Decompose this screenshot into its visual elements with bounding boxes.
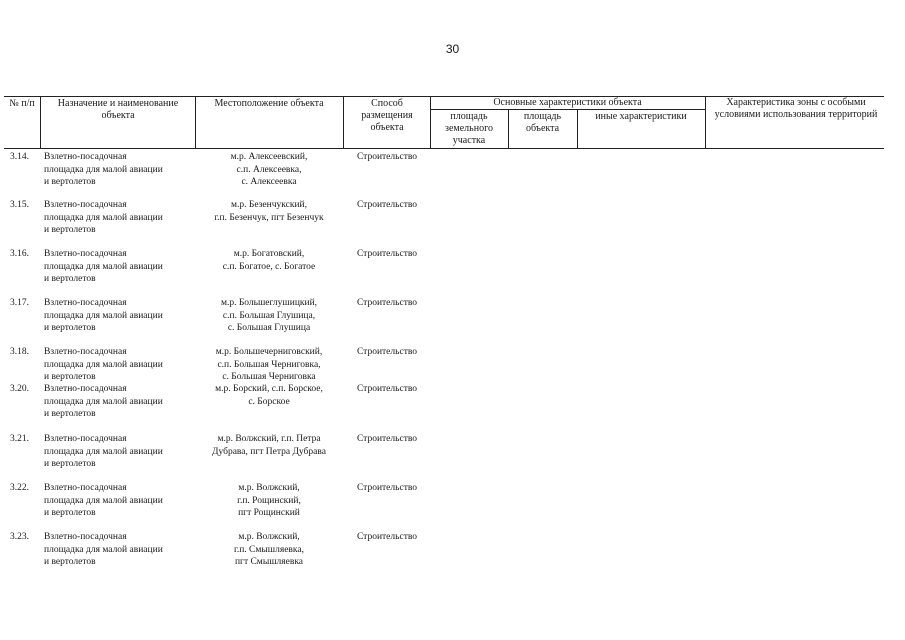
row-number: 3.23. [10,532,29,542]
row-name: Взлетно-посадочная площадка для малой авиации и вертолетов [44,483,163,518]
row-location: м.р. Богатовский, с.п. Богатое, с. Богатое [222,249,316,272]
row-location: м.р. Безенчукский, г.п. Безенчук, пгт Безенчук [214,200,324,223]
row-location: м.р. Борский, с.п. Борское, с. Борское [215,384,323,407]
row-number: 3.22. [10,483,29,493]
row-method: Строительство [356,532,418,542]
row-name: Взлетно-посадочная площадка для малой авиации и вертолетов [44,298,163,333]
header-col-num: № п/п [9,98,35,109]
header-col-main: Основные характеристики объекта [493,97,642,108]
row-number: 3.21. [10,434,29,444]
row-number: 3.15. [10,200,29,210]
row-number: 3.17. [10,298,29,308]
row-method: Строительство [356,483,418,493]
row-number: 3.18. [10,347,29,357]
row-location: м.р. Волжский, г.п. Петра Дубрава, пгт Петра Дубрава [212,434,326,457]
row-name: Взлетно-посадочная площадка для малой авиации и вертолетов [44,152,163,187]
row-location: м.р. Большечерниговский, с.п. Большая Черниговка, с. Большая Черниговка [215,347,323,382]
row-method: Строительство [356,384,418,394]
row-location: м.р. Волжский, г.п. Рощинский, пгт Рощинский [237,483,301,518]
row-method: Строительство [356,152,418,162]
row-name: Взлетно-посадочная площадка для малой авиации и вертолетов [44,532,163,567]
header-col-method: Способ размещения объекта [361,98,413,133]
row-method: Строительство [356,298,418,308]
row-method: Строительство [356,249,418,259]
row-location: м.р. Алексеевский, с.п. Алексеевка, с. Алексеевка [230,152,308,187]
row-method: Строительство [356,347,418,357]
header-col-other: иные характеристики [595,111,687,122]
row-number: 3.14. [10,152,29,162]
header-col-name: Назначение и наименование объекта [57,98,179,121]
row-name: Взлетно-посадочная площадка для малой авиации и вертолетов [44,347,163,382]
row-location: м.р. Большеглушицкий, с.п. Большая Глушица, с. Большая Глушица [220,298,318,333]
row-location: м.р. Волжский, г.п. Смышляевка, пгт Смышляевка [234,532,304,567]
row-name: Взлетно-посадочная площадка для малой авиации и вертолетов [44,384,163,419]
row-name: Взлетно-посадочная площадка для малой авиации и вертолетов [44,249,163,284]
header-col-obj-area: площадь объекта [523,111,562,134]
row-name: Взлетно-посадочная площадка для малой авиации и вертолетов [44,434,163,469]
header-col-location: Местоположение объекта [214,98,324,109]
row-method: Строительство [356,200,418,210]
page-number: 30 [445,42,460,56]
header-col-land-area: площадь земельного участка [445,111,493,146]
row-number: 3.16. [10,249,29,259]
row-method: Строительство [356,434,418,444]
row-name: Взлетно-посадочная площадка для малой авиации и вертолетов [44,200,163,235]
header-col-zone: Характеристика зоны с особыми условиями использования территорий [714,97,878,120]
row-number: 3.20. [10,384,29,394]
